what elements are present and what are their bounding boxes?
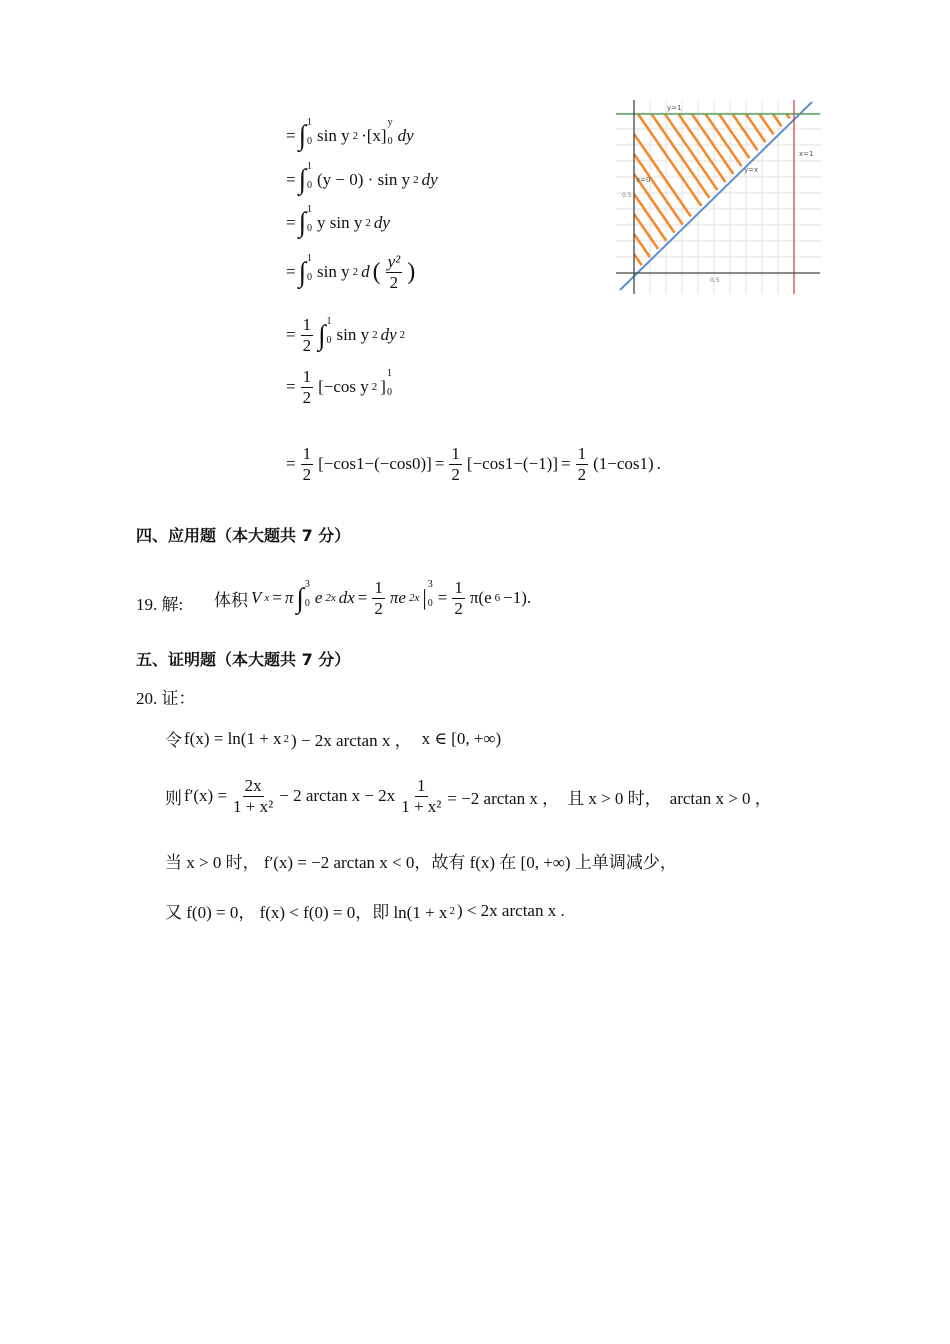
q20-line-4: 又 f(0) = 0， f(x) < f(0) = 0，即 ln(1 + x 2 ) < 2x arctan x . (165, 900, 565, 922)
differential: dy (397, 125, 414, 145)
step-5: = $\frac{1}{2}$ ∫ 1 0 sin y 2 dy 2 (286, 315, 406, 355)
step-7: = $\frac{1}{2}$ [−cos1−(−cos0)] = $\frac{1}{2}$ [−cos1−(−1)] = $\frac{1}{2}$ (1−cos1) . (286, 444, 661, 484)
tick-x-half: 0.5 (710, 277, 720, 284)
bracket-term: ·[x] (361, 125, 387, 145)
q20-line-2: 则 f′(x) = $\frac{2x}{\text{1 + x²}}$ − 2 arctan x − 2x $\frac{1}{\text{1 + x²}}$ = −2 arctan x ， 且 x > 0 时， arctan x > 0 ， (165, 776, 772, 816)
integrand: sin y (317, 262, 350, 282)
q19-label: 19. 解: (136, 595, 184, 614)
differential: d (361, 262, 370, 282)
integral-sign: ∫ (318, 318, 326, 351)
equals-sign: = (286, 377, 296, 397)
fraction: $\frac{1}{2}$ (302, 315, 312, 355)
q19-answer: 体积 V x = π ∫ 3 0 e 2x dx = $\frac{1}{2}$ πe 2x | 3 0 = $\frac{1}{2}$ π(e 6 −1). (214, 578, 532, 618)
q20-label: 20. 证： (136, 689, 196, 708)
evaluation-limits: 3 0 (427, 579, 433, 610)
tick-y-half: 0.5 (622, 192, 632, 199)
integral-limits: 1 0 (307, 160, 312, 191)
equals-sign: = (286, 125, 296, 145)
integral-sign: ∫ (296, 581, 304, 614)
evaluation-limits: y 0 (387, 116, 393, 147)
final-result: (1−cos1) (593, 454, 654, 474)
differential: dy (421, 169, 438, 189)
integrand: y sin y (317, 212, 363, 232)
evaluation-limits: 1 0 (386, 368, 392, 399)
equals-sign: = (286, 169, 296, 189)
integral-limits: 1 0 (307, 116, 312, 147)
differential: dy (373, 212, 390, 232)
label-y1: y=1 (667, 104, 682, 112)
step-4: = ∫ 1 0 sin y 2 d ( $\frac{\text{y²}}{2}$ ) (286, 252, 416, 292)
fraction: $\frac{1}{2}$ (577, 444, 587, 484)
integral-sign: ∫ (298, 163, 306, 195)
fraction: $\frac{1}{2}$ (454, 578, 463, 618)
label-yx: y=x (744, 166, 759, 174)
integral-sign: ∫ (298, 206, 306, 238)
integrand: (y − 0) · sin y (317, 169, 411, 189)
fraction: $\frac{2x}{\text{1 + x²}}$ (233, 776, 274, 816)
fraction: $\frac{1}{2}$ (302, 367, 312, 407)
integral-sign: ∫ (298, 119, 306, 151)
fraction: $\frac{\text{y²}}{2}$ (387, 252, 401, 292)
step-3: = ∫ 1 0 y sin y 2 dy (286, 203, 390, 238)
label-x1: x=1 (799, 150, 814, 158)
expression-part-1: [−cos1−(−cos0)] (318, 454, 432, 474)
integral-limits: 1 0 (307, 203, 312, 234)
equals-sign: = (286, 325, 296, 345)
step-2: = ∫ 1 0 (y − 0) · sin y 2 dy (286, 160, 438, 195)
label-x0: x=0 (636, 176, 651, 184)
region-figure (616, 100, 822, 294)
step-6: = $\frac{1}{2}$ [−cos y 2 ] 1 0 (286, 367, 392, 407)
section-5-heading: 五、证明题（本大题共 7 分） (136, 650, 351, 669)
section-4-heading: 四、应用题（本大题共 7 分） (136, 526, 351, 545)
fraction: $\frac{1}{2}$ (302, 444, 312, 484)
equals-sign: = (286, 212, 296, 232)
integrand: sin y (317, 125, 350, 145)
integrand: sin y (336, 325, 370, 345)
integral-limits: 3 0 (304, 579, 310, 610)
equals-sign: = (286, 454, 296, 474)
fraction: $\frac{1}{2}$ (451, 444, 460, 484)
expression-part-2: [−cos1−(−1)] (466, 454, 558, 474)
q20-line-3: 当 x > 0 时， f′(x) = −2 arctan x < 0，故有 f(x) 在 [0, +∞) 上单调减少， (165, 853, 677, 872)
integral-limits: 1 0 (307, 253, 312, 284)
equals-sign: = (286, 262, 296, 282)
fraction: $\frac{1}{2}$ (374, 578, 383, 618)
integral-limits: 1 0 (326, 316, 332, 347)
q20-line-1: 令 f(x) = ln(1 + x 2 ) − 2x arctan x ， x ∈ [0, +∞) (165, 728, 502, 750)
antiderivative: [−cos y (318, 377, 369, 397)
fraction: $\frac{1}{\text{1 + x²}}$ (401, 776, 442, 816)
integral-sign: ∫ (298, 255, 306, 288)
step-1: = ∫ 1 0 sin y 2 ·[x] y 0 dy (286, 116, 414, 151)
differential: dy (380, 325, 397, 345)
